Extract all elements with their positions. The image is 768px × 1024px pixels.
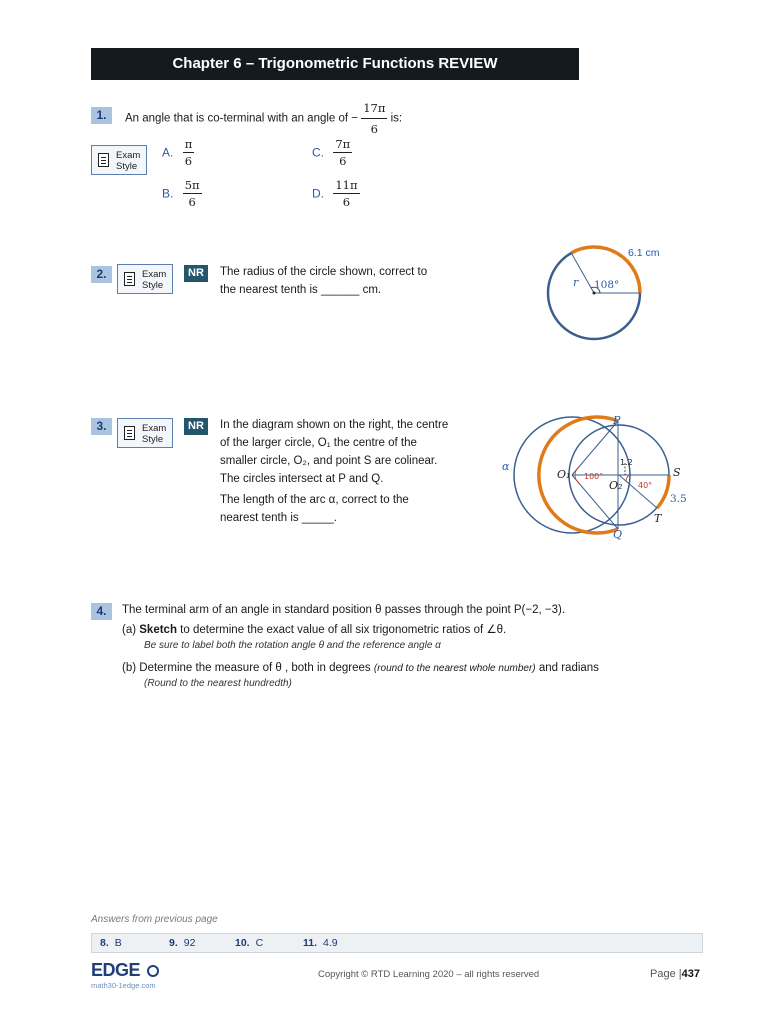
q3-o2-label: O₂ bbox=[609, 479, 623, 492]
question-1-number: 1. bbox=[91, 107, 112, 124]
page-title: Chapter 6 – Trigonometric Functions REVIEW bbox=[91, 48, 579, 80]
option-a-letter: A. bbox=[162, 145, 174, 160]
q2-line-2: the nearest tenth is ______ cm. bbox=[220, 284, 382, 296]
q3-s-label: S bbox=[673, 466, 681, 479]
answer-item: 10. C bbox=[235, 937, 264, 949]
option-b-fraction: $\frac{5\pi}{6}$ bbox=[184, 178, 200, 209]
q3-alpha-label: α bbox=[502, 460, 510, 473]
q3-t-label: T bbox=[654, 512, 662, 525]
option-c-letter: C. bbox=[312, 145, 324, 160]
q3-two-circle-diagram bbox=[495, 405, 695, 545]
question-2-number: 2. bbox=[91, 266, 112, 283]
q1-fraction bbox=[361, 99, 387, 138]
q3-angle-arc-2 bbox=[626, 475, 629, 482]
answers-caption: Answers from previous page bbox=[91, 914, 218, 925]
question-2-text bbox=[220, 263, 480, 299]
q1-suffix: is: bbox=[390, 112, 403, 125]
numeric-response-badge: NR bbox=[184, 418, 208, 435]
q4a-text: to determine the exact value of all six trigonometric ratios of ∠θ. bbox=[176, 624, 507, 636]
question-4-stem: The terminal arm of an angle in standard position θ passes through the point P(−2, −3). bbox=[122, 604, 566, 616]
q1-prefix: An angle that is co-terminal with an angle of − bbox=[125, 112, 359, 125]
q3-angle2-label: 40° bbox=[638, 481, 653, 490]
question-4-number: 4. bbox=[91, 603, 112, 620]
option-d[interactable] bbox=[312, 178, 360, 209]
copyright-text: Copyright © RTD Learning 2020 – all rights reserved bbox=[318, 969, 540, 980]
logo-url: math30-1edge.com bbox=[91, 981, 156, 990]
q3-length-1-2-label: 1.2 bbox=[620, 458, 633, 467]
option-b-letter: B. bbox=[162, 186, 174, 201]
q3-length-3-5-label: 3.5 bbox=[670, 493, 687, 505]
q4b-italic: (round to the nearest whole number) bbox=[373, 663, 536, 674]
q2-radius-label: r bbox=[573, 276, 579, 289]
q2-line-1: The radius of the circle shown, correct to bbox=[220, 266, 428, 278]
option-c-fraction: $\frac{7\pi}{6}$ bbox=[335, 137, 351, 168]
q4a-label: (a) bbox=[122, 624, 137, 636]
q3-line-1: In the diagram shown on the right, the centre bbox=[220, 419, 449, 431]
option-d-fraction: $\frac{11\pi}{6}$ bbox=[335, 178, 358, 209]
option-b[interactable] bbox=[162, 178, 202, 209]
q3-small-arc bbox=[657, 475, 669, 508]
q3-line-6: nearest tenth is _____. bbox=[220, 512, 337, 524]
q1-frac-num: 17π bbox=[361, 99, 387, 119]
q4b-text: Determine the measure of θ , both in degrees bbox=[139, 662, 374, 674]
q2-angle-label: 108° bbox=[594, 279, 620, 291]
option-c[interactable] bbox=[312, 137, 352, 168]
q3-line-4: The circles intersect at P and Q. bbox=[220, 473, 384, 485]
question-1-stem bbox=[125, 99, 455, 138]
q2-circle-diagram bbox=[540, 238, 680, 348]
page-number: Page |437 bbox=[650, 968, 700, 980]
logo-text: EDGE bbox=[91, 960, 159, 981]
exam-style-label: Exam Style bbox=[142, 423, 167, 445]
play-icon bbox=[147, 965, 159, 977]
q4b-label: (b) bbox=[122, 662, 137, 674]
exam-style-label: Exam Style bbox=[142, 269, 167, 291]
document-icon bbox=[124, 272, 135, 286]
q3-line-3: smaller circle, O₂, and point S are colinear. bbox=[220, 455, 438, 467]
option-d-letter: D. bbox=[312, 186, 324, 201]
q3-line-5: The length of the arc α, correct to the bbox=[220, 494, 409, 506]
exam-style-badge bbox=[91, 145, 147, 175]
question-4a-note: Be sure to label both the rotation angle θ and the reference angle α bbox=[144, 640, 441, 651]
q3-o1-label: O₁ bbox=[557, 468, 571, 481]
question-4a bbox=[122, 621, 682, 639]
answer-item: 8. B bbox=[100, 937, 122, 949]
q3-line-2: of the larger circle, O₁ the centre of the bbox=[220, 437, 417, 449]
document-icon bbox=[98, 153, 109, 167]
question-4b bbox=[122, 659, 682, 678]
answer-item: 11. 4.9 bbox=[303, 937, 338, 949]
exam-style-badge bbox=[117, 264, 173, 294]
q2-arc-label: 6.1 cm bbox=[628, 247, 660, 259]
option-a-fraction: $\frac{\pi}{6}$ bbox=[184, 137, 193, 168]
document-icon bbox=[124, 426, 135, 440]
exam-style-badge bbox=[117, 418, 173, 448]
q3-angle1-label: 100° bbox=[584, 472, 604, 481]
q4a-bold-word: Sketch bbox=[139, 624, 177, 636]
q3-o2-t-line bbox=[619, 475, 657, 508]
q4b-text-2: and radians bbox=[535, 662, 599, 674]
exam-style-label: Exam Style bbox=[116, 150, 141, 172]
q3-p-label: P bbox=[613, 414, 621, 427]
answers-box bbox=[91, 933, 703, 953]
answer-item: 9. 92 bbox=[169, 937, 196, 949]
edge-logo bbox=[91, 960, 159, 990]
option-a[interactable] bbox=[162, 137, 194, 168]
q1-frac-den: 6 bbox=[370, 122, 378, 136]
q3-q-label: Q bbox=[613, 528, 623, 541]
question-3-text bbox=[220, 416, 485, 527]
q2-center-point bbox=[593, 292, 596, 295]
question-3-number: 3. bbox=[91, 418, 112, 435]
question-4b-note: (Round to the nearest hundredth) bbox=[144, 678, 292, 689]
numeric-response-badge: NR bbox=[184, 265, 208, 282]
